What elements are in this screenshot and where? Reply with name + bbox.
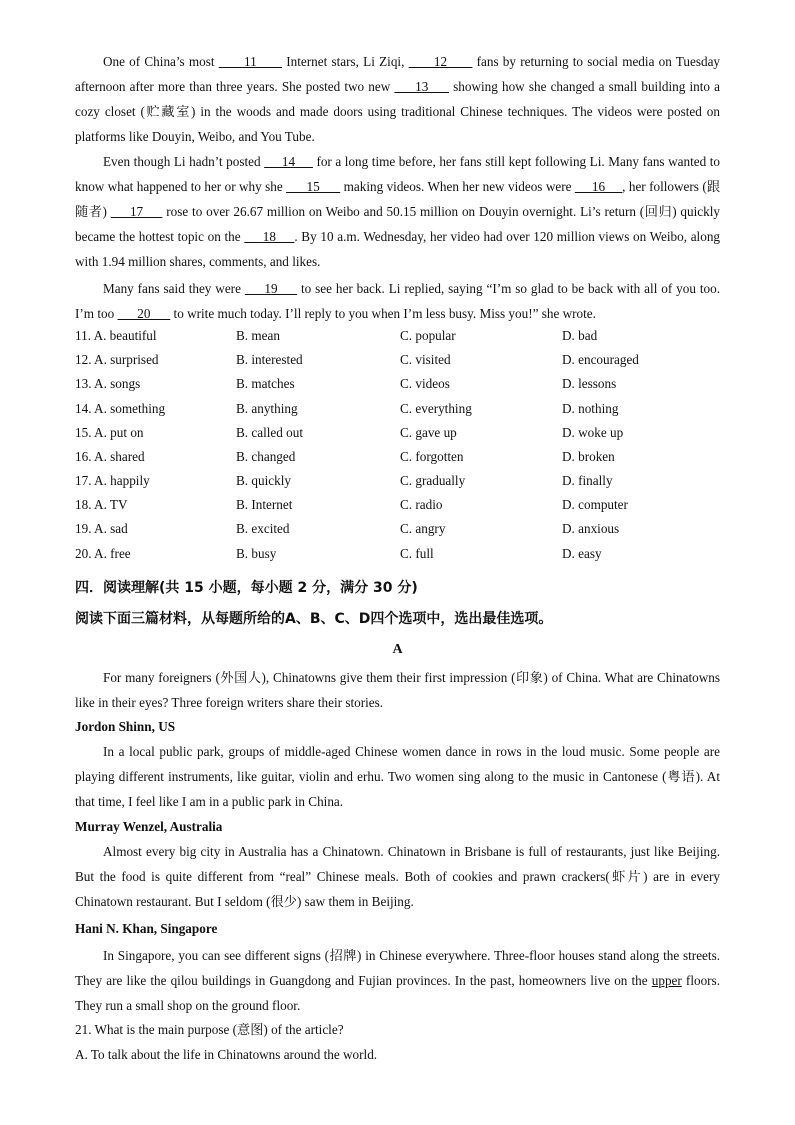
option-d[interactable]: D. anxious [562,521,620,536]
blank-13: 13 [394,79,450,94]
option-d[interactable]: D. easy [562,546,602,561]
author-2: Murray Wenzel, Australia [75,819,223,834]
option-b[interactable]: B. anything [236,401,298,416]
blank-19: 19 [244,281,298,296]
option-row-18 [75,493,720,517]
cloze-paragraph-1: One of China’s most 11 Internet stars, Li Ziqi, 12 fans by returning to social media on Tuesday afternoon after more than three years. She posted two new 13 showing how she changed a small building into a cozy closet (贮藏室) in the woods and made doors using traditional Chinese techniques. The videos were posted on platforms like Douyin, Weibo, and You Tube. [75,54,721,144]
blank-16: 16 [574,179,623,194]
option-d[interactable]: D. woke up [562,425,624,440]
blank-12: 12 [408,54,473,69]
section-instruction: 阅读下面三篇材料，从每题所给的A、B、C、D四个选项中，选出最佳选项。 [75,611,553,627]
option-b[interactable]: B. busy [236,546,277,561]
blank-15: 15 [286,179,341,194]
option-a[interactable]: 17. A. happily [75,473,150,488]
question-21-option-a[interactable]: A. To talk about the life in Chinatowns around the world. [75,1047,378,1062]
cloze-paragraph-3: Many fans said they were 19 to see her back. Li replied, saying “I’m so glad to be back with all of you too. I’m too 20 to write much today. I’ll reply to you when I’m less busy. Miss you!” she wrote. [75,281,720,321]
option-row-14 [75,397,720,421]
question-21: 21. What is the main purpose (意图) of the article? [75,1022,344,1037]
option-d[interactable]: D. nothing [562,401,619,416]
option-row-16 [75,445,720,469]
option-b[interactable]: B. mean [236,328,280,343]
option-d[interactable]: D. lessons [562,376,617,391]
option-a[interactable]: 14. A. something [75,401,166,416]
blank-18: 18 [244,229,295,244]
option-b[interactable]: B. called out [236,425,304,440]
option-c[interactable]: C. angry [400,521,446,536]
passage-title: A [392,642,403,657]
option-c[interactable]: C. visited [400,352,451,367]
option-b[interactable]: B. interested [236,352,303,367]
option-c[interactable]: C. forgotten [400,449,464,464]
option-row-12 [75,348,720,372]
author-1: Jordon Shinn, US [75,719,176,734]
option-a[interactable]: 18. A. TV [75,497,128,512]
option-a[interactable]: 16. A. shared [75,449,145,464]
option-c[interactable]: C. gradually [400,473,466,488]
option-b[interactable]: B. Internet [236,497,293,512]
blank-14: 14 [264,154,313,169]
option-d[interactable]: D. bad [562,328,598,343]
option-b[interactable]: B. quickly [236,473,291,488]
option-a[interactable]: 12. A. surprised [75,352,159,367]
blank-20: 20 [117,306,171,321]
passage-text-3: In Singapore, you can see different signs (招牌) in Chinese everywhere. Three-floor houses stand along the streets. They are like the qilou buildings in Guangdong and Fujian provinces. In the past, homeowners live on the upper floors. They run a small shop on the ground floor. [75,948,720,1013]
option-row-11 [75,324,720,348]
option-c[interactable]: C. full [400,546,434,561]
option-a[interactable]: 13. A. songs [75,376,141,391]
option-a[interactable]: 11. A. beautiful [75,328,157,343]
blank-17: 17 [110,204,163,219]
option-d[interactable]: D. encouraged [562,352,639,367]
option-d[interactable]: D. computer [562,497,628,512]
passage-text-2: Almost every big city in Australia has a Chinatown. Chinatown in Brisbane is full of restaurants, just like Beijing. But the food is quite different from “real” Chinese meals. Both of cookies and prawn crackers(虾片) are in every Chinatown restaurant. But I seldom (很少) saw them in Beijing. [75,844,720,909]
option-row-19 [75,517,720,541]
option-a[interactable]: 15. A. put on [75,425,144,440]
option-c[interactable]: C. everything [400,401,472,416]
option-c[interactable]: C. videos [400,376,450,391]
option-b[interactable]: B. changed [236,449,296,464]
passage-text-1: In a local public park, groups of middle-aged Chinese women dance in rows in the loud music. Some people are playing different instruments, like guitar, violin and erhu. Two women sing along to the music in Cantonese (粤语). At that time, I feel like I am in a public park in China. [75,744,720,809]
option-row-15 [75,421,720,445]
author-3: Hani N. Khan, Singapore [75,921,218,936]
option-row-13 [75,372,720,396]
underlined-word: upper [651,973,682,988]
option-a[interactable]: 20. A. free [75,546,131,561]
option-c[interactable]: C. gave up [400,425,457,440]
blank-11: 11 [218,54,283,69]
option-d[interactable]: D. broken [562,449,615,464]
option-b[interactable]: B. matches [236,376,295,391]
option-a[interactable]: 19. A. sad [75,521,128,536]
option-c[interactable]: C. popular [400,328,456,343]
cloze-paragraph-2: Even though Li hadn’t posted 14 for a long time before, her fans still kept following Li. Many fans wanted to know what happened to her or why she 15 making videos. When her new videos were 16 , her followers (跟随者) 17 rose to over 26.67 million on Weibo and 50.15 million on Douyin overnight. Li’s return (回归) quickly became the hottest topic on the 18 . By 10 a.m. Wednesday, her video had over 120 million views on Weibo, along with 1.94 million shares, comments, and likes. [75,154,721,269]
option-d[interactable]: D. finally [562,473,613,488]
option-row-17 [75,469,720,493]
option-c[interactable]: C. radio [400,497,443,512]
option-b[interactable]: B. excited [236,521,290,536]
passage-intro: For many foreigners (外国人), Chinatowns give them their first impression (印象) of China. What are Chinatowns like in their eyes? Three foreign writers share their stories. [75,670,720,710]
section-heading: 四．阅读理解(共 15 小题，每小题 2 分，满分 30 分) [75,580,418,596]
option-row-20 [75,542,720,566]
